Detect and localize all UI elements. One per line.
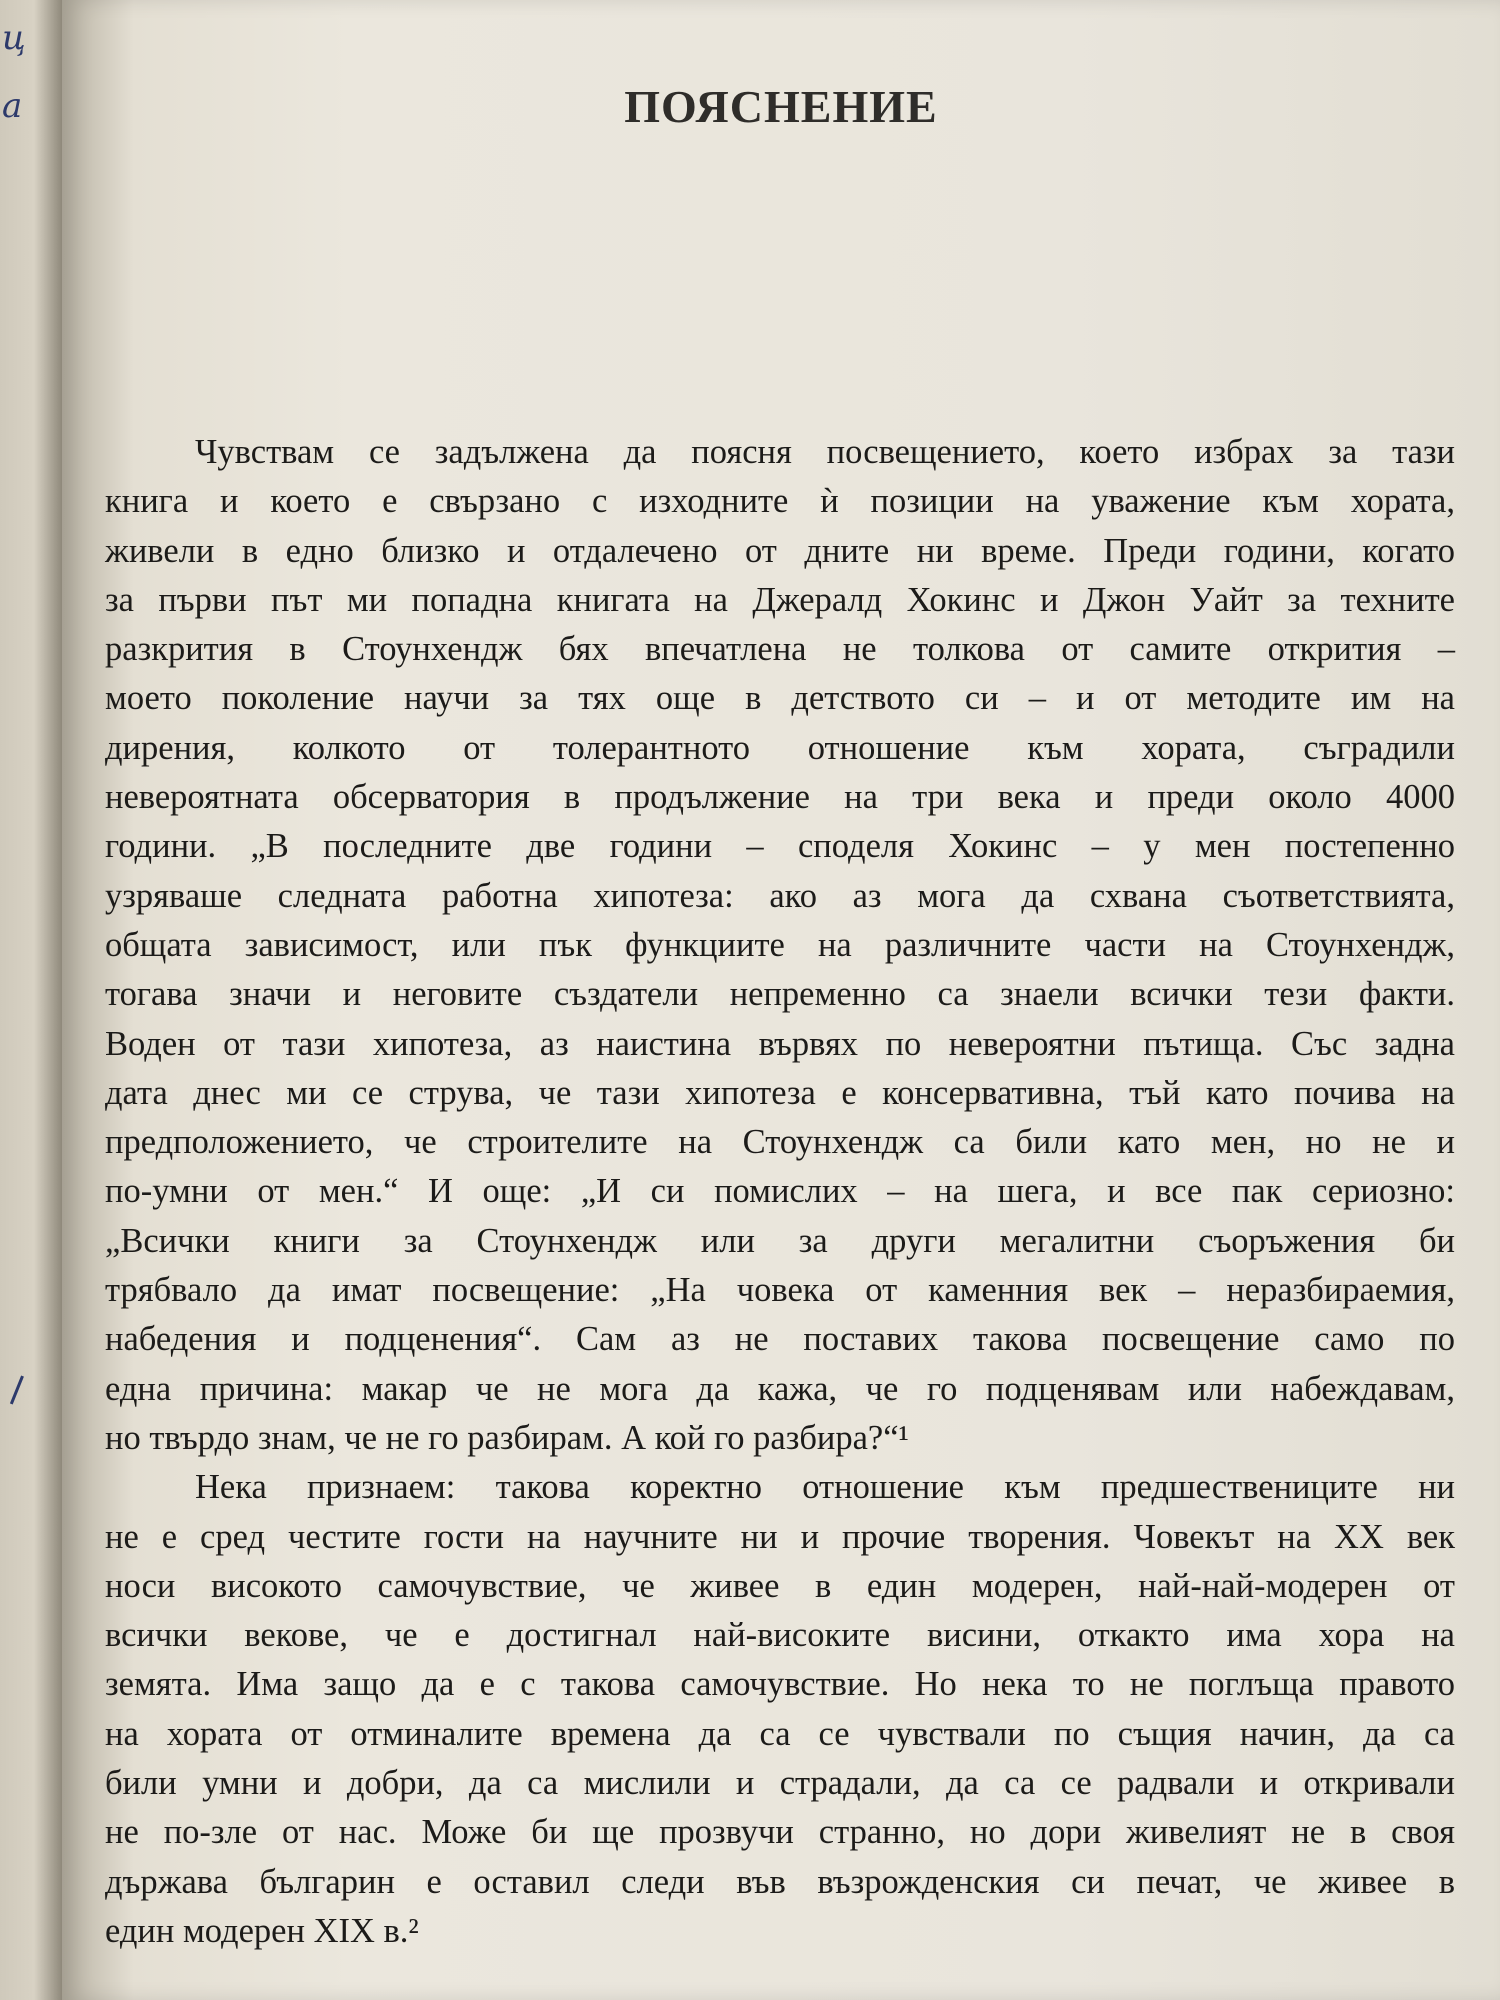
text-line: „Всички книги за Стоунхендж или за други мегалитни съоръжения би: [105, 1221, 1455, 1260]
text-line: една причина: макар че не мога да кажа, че го подценявам или набеждавам,: [105, 1369, 1455, 1408]
text-line: невероятната обсерватория в продължение на три века и преди около 4000: [105, 778, 1455, 817]
text-line: узряваше следната работна хипотеза: ако аз мога да схвана съответствията,: [105, 876, 1455, 915]
text-line: по-умни от мен.“ И още: „И си помислих – на шега, и все пак сериозно:: [105, 1172, 1455, 1211]
paragraph: [105, 1463, 1455, 1956]
text-line: не е сред честите гости на научните ни и прочие творения. Човекът на XX век: [105, 1517, 1455, 1556]
text-line: предположението, че строителите на Стоунхендж са били като мен, но не и: [105, 1123, 1455, 1162]
margin-mark: а: [2, 86, 23, 126]
text-line: но твърдо знам, че не го разбирам. А кой го разбира?“¹: [105, 1418, 909, 1457]
text-line: за първи път ми попадна книгата на Джералд Хокинс и Джон Уайт за техните: [105, 580, 1455, 619]
paragraph: [105, 428, 1455, 1463]
text-line: носи високото самочувствие, че живее в един модерен, най-най-модерен от: [105, 1566, 1455, 1605]
margin-mark: ц: [2, 18, 26, 58]
text-line: живели в едно близко и отдалечено от дните ни време. Преди години, когато: [105, 531, 1455, 570]
text-line: били умни и добри, да са мислили и страдали, да са се радвали и откривали: [105, 1764, 1455, 1803]
text-line: набедения и подценения“. Сам аз не поставих такова посвещение само по: [105, 1320, 1455, 1359]
text-line: не по-зле от нас. Може би ще прозвучи странно, но дори живелият не в своя: [105, 1813, 1455, 1852]
page-title: ПОЯСНЕНИЕ: [624, 81, 938, 132]
text-line: всички векове, че е достигнал най-високите висини, откакто има хора на: [105, 1616, 1455, 1655]
text-line: дирения, колкото от толерантното отношение към хората, съградили: [105, 728, 1455, 767]
text-line: Нека признаем: такова коректно отношение към предшествениците ни: [195, 1468, 1455, 1507]
text-line: трябвало да имат посвещение: „На човека от каменния век – неразбираемия,: [105, 1271, 1455, 1310]
text-line: земята. Има защо да е с такова самочувствие. Но нека то не поглъща правото: [105, 1665, 1455, 1704]
text-line: моето поколение научи за тях още в детството си – и от методите им на: [105, 679, 1455, 718]
text-line: на хората от отминалите времена да са се чувствали по същия начин, да са: [105, 1714, 1455, 1753]
text-line: Воден от тази хипотеза, аз наистина вървях по невероятни пътища. Със задна: [105, 1024, 1455, 1063]
text-line: общата зависимост, или пък функциите на различните части на Стоунхендж,: [105, 925, 1455, 964]
previous-page-edge: [0, 0, 62, 2000]
text-line: разкрития в Стоунхендж бях впечатлена не толкова от самите открития –: [105, 630, 1455, 669]
text-line: дата днес ми се струва, че тази хипотеза е консервативна, тъй като почива на: [105, 1073, 1455, 1112]
book-page: [62, 0, 1500, 2000]
text-line: тогава значи и неговите създатели непременно са знаели всички тези факти.: [105, 975, 1455, 1014]
text-line: години. „В последните две години – споделя Хокинс – у мен постепенно: [105, 827, 1455, 866]
text-line: книга и което е свързано с изходните ѝ позиции на уважение към хората,: [105, 482, 1455, 521]
pencil-check-mark: [0, 1370, 24, 1405]
body-text: [105, 428, 1455, 1956]
text-line: държава българин е оставил следи във възрожденския си печат, че живее в: [105, 1862, 1455, 1901]
text-line: един модерен XIX в.²: [105, 1911, 419, 1950]
text-line: Чувствам се задължена да поясня посвещението, което избрах за тази: [195, 433, 1455, 471]
